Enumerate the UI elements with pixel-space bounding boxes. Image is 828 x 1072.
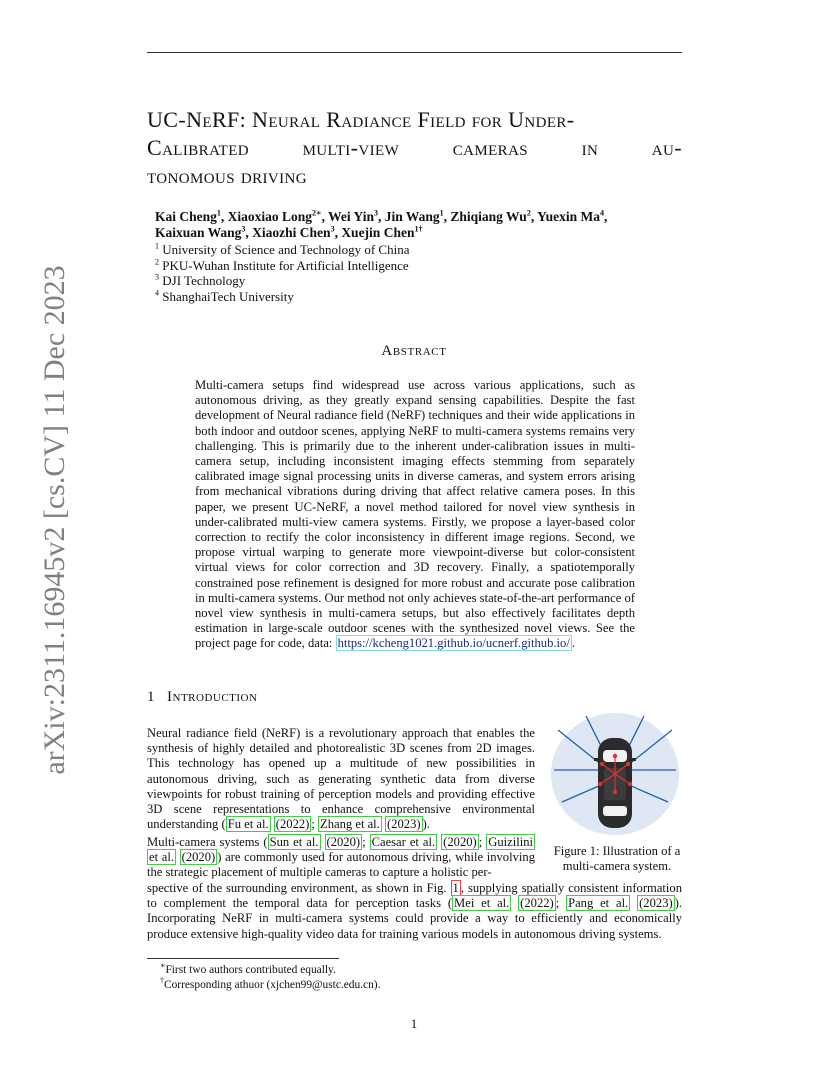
affiliation-number: 4 [155, 288, 159, 298]
citation-link[interactable]: Fu et al. [227, 817, 269, 832]
paragraph-text: spective of the surrounding environment, as shown in Fig. [147, 881, 451, 895]
footnote-mark: ∗ [160, 961, 166, 971]
author-affil-mark: 1† [414, 224, 423, 234]
citation-year-link[interactable]: (2020) [181, 850, 216, 865]
car-mirror [631, 758, 636, 761]
intro-paragraph-2-top [147, 835, 535, 881]
multi-camera-figure [548, 712, 682, 836]
citation-separator: ; [478, 835, 487, 849]
author: Wei Yin [328, 209, 374, 224]
author: Yuexin Ma [537, 209, 600, 224]
citation-year-link[interactable]: (2022) [520, 896, 554, 911]
arrow-head [628, 782, 631, 785]
abstract-body [195, 378, 635, 652]
citation-link[interactable]: Guizilini [488, 835, 534, 849]
section-heading-introduction [147, 689, 257, 706]
paragraph-text: Neural radiance field (NeRF) is a revolutionary approach that enables the synthesis of highly detailed and photorealistic 3D scenes from 2D images. This technology has opened up a multitude of new possibilities in autonomous driving, such as generating synthetic data from diverse viewpoints for robust training of perception models and providing effective 3D scene representations to enhance comprehensive environmental understanding ( [147, 726, 535, 832]
affiliation [155, 242, 410, 257]
intro-paragraph-1 [147, 726, 535, 832]
figure-caption: Figure 1: Illustration of a multi-camera system. [553, 844, 681, 873]
title-line-2: Calibrated multi-view cameras in au- [147, 135, 682, 160]
author: Jin Wang [384, 209, 440, 224]
author-affil-mark: 2 [526, 208, 531, 218]
author-affil-mark: 3 [373, 208, 378, 218]
abstract-end: . [571, 636, 575, 651]
arrow-head [598, 782, 601, 785]
citation-link[interactable]: Mei et al. [454, 896, 510, 911]
author-affil-mark: 1 [439, 208, 444, 218]
citation-year-link[interactable]: (2020) [443, 835, 477, 849]
paragraph-text: ). Incorporating NeRF in multi-camera systems could provide a way to efficiently and economically produce extensive high-quality video data for training various models in autonomous driving systems. [147, 896, 683, 941]
car-mirror [594, 758, 599, 761]
arxiv-identifier-stamp: arXiv:2311.16945v2 [cs.CV] 11 Dec 2023 [38, 265, 71, 775]
citation-separator: ; [311, 817, 319, 832]
author-affil-mark: 3 [241, 224, 246, 234]
arrow-head [613, 790, 616, 793]
author: Kaixuan Wang [155, 225, 242, 240]
footnote-text: Corresponding athuor (xjchen99@ustc.edu.cn). [164, 979, 381, 991]
affiliation-number: 2 [155, 257, 159, 267]
author: Zhiqiang Wu [450, 209, 527, 224]
citation-link[interactable]: Pang et al. [568, 896, 629, 911]
citation-separator: ; [362, 835, 370, 849]
footnote-text: First two authors contributed equally. [165, 964, 336, 976]
affiliation [155, 273, 245, 288]
section-number: 1 [147, 689, 155, 705]
citation-year-link[interactable]: (2023) [639, 896, 673, 911]
citation-year-link[interactable]: (2022) [275, 817, 310, 832]
car-rear-window [603, 806, 627, 816]
paragraph-text: ) are commonly used for autonomous driving, while involving the strategic placement of multiple cameras to capture a holistic per- [147, 850, 535, 880]
author: Xiaozhi Chen [252, 225, 331, 240]
paragraph-text: Multi-camera systems ( [147, 835, 268, 849]
abstract-text: Multi-camera setups find widespread use across various applications, such as autonomous driving, as they greatly expand sensing capabilities. Despite the fast development of Neural radiance field (NeRF) techniques and their wide applications in both indoor and outdoor scenes, applying NeRF to multi-camera systems remains very challenging. This is primarily due to the inherent under-calibration issues in multi-camera setup, including inconsistent imaging effects stemming from separately calibrated image signal processing units in diverse cameras, and system errors arising from mechanical vibrations during driving that affect relative camera poses. In this paper, we present UC-NeRF, a novel method tailored for novel view synthesis in under-calibrated multi-view camera systems. Firstly, we propose a layer-based color correction to rectify the color inconsistency in different image regions. Second, we propose virtual warping to generate more viewpoint-diverse but color-consistent virtual views for color correction and 3D recovery. Finally, a spatiotemporally constrained pose refinement is designed for more robust and accurate pose calibration in multi-camera systems. Our method not only achieves state-of-the-art performance of novel view synthesis in multi-camera setups, but also effectively facilitates depth estimation in large-scale outdoor scenes with the synthesized novel views. See the project page for code, data: [195, 378, 635, 651]
citation-link[interactable]: Sun et al. [269, 835, 319, 849]
paragraph-text: , supplying spatially consistent information to complement the temporal data for perception tasks ( [147, 881, 682, 911]
title-line-1: UC-NeRF: Neural Radiance Field for Under- [147, 107, 575, 132]
page-number: 1 [410, 1016, 418, 1031]
citation-link[interactable]: et al. [149, 850, 174, 865]
paper-title [147, 106, 682, 190]
citation-link[interactable]: Zhang et al. [320, 817, 380, 832]
abstract-heading: Abstract [381, 343, 447, 359]
figure-reference-link[interactable]: 1 [452, 881, 459, 895]
affiliation-name: DJI Technology [162, 273, 246, 288]
title-line-3: tonomous driving [147, 163, 307, 188]
author: Xiaoxiao Long [227, 209, 313, 224]
author-list: Kai Cheng$^1$, Xiaoxiao Long$^{2∗}$, Wei Yin$^3$, Jin Wang$^1$, Zhiqiang Wu$^2$, Yuexin Ma$^4$, Kaixuan Wang$^3$, Xiaozhi Chen$^3$, Xuejin Chen$^{1\dagger}$ [155, 208, 608, 240]
author: Kai Cheng [155, 209, 217, 224]
arrow-head [626, 762, 629, 765]
affiliation [155, 289, 294, 304]
citation-year-link[interactable]: (2023) [386, 817, 421, 832]
affiliation-name: PKU-Wuhan Institute for Artificial Intelligence [162, 258, 409, 273]
affiliation-number: 1 [155, 241, 159, 251]
citation-link[interactable]: Caesar et al. [371, 835, 436, 849]
author-affil-mark: 1 [216, 208, 221, 218]
section-title: Introduction [167, 689, 258, 705]
affiliation-name: ShanghaiTech University [162, 289, 294, 304]
footnote-2 [160, 978, 380, 992]
footnote-mark: † [160, 976, 164, 986]
paragraph-text: ). [422, 817, 430, 832]
footnote-rule [147, 958, 339, 959]
project-page-link[interactable]: https://kcheng1021.github.io/ucnerf.github.io/ [337, 636, 570, 651]
author-affil-mark: 4 [599, 208, 604, 218]
affiliation [155, 258, 409, 273]
intro-paragraph-2-bottom [147, 881, 682, 942]
top-rule [147, 52, 682, 53]
citation-year-link[interactable]: (2020) [326, 835, 361, 849]
arrow-head [600, 762, 603, 765]
affiliation-number: 3 [155, 272, 159, 282]
footnote-1 [160, 963, 336, 977]
author-affil-mark: 2∗ [312, 208, 322, 218]
citation-separator: ; [555, 896, 567, 911]
affiliation-name: University of Science and Technology of China [162, 242, 410, 257]
arrow-head [613, 754, 616, 757]
author-affil-mark: 3 [330, 224, 335, 234]
author: Xuejin Chen [341, 225, 415, 240]
